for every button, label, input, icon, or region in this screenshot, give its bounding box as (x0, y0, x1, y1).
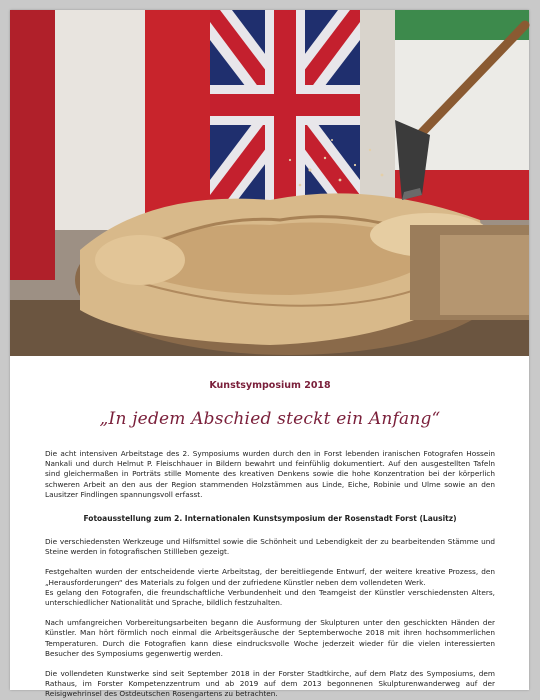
document-heading: Kunstsymposium 2018 (209, 380, 331, 391)
team-spirit-text: Es gelang den Fotografen, die freundschaftliche Verbundenheit und den Teamgeist der Künstler verschiedensten Alters, unterschiedlicher Nationalität und Sprache, bildlich festzuhalten. (45, 587, 495, 608)
red-flag-left (10, 10, 55, 280)
red-flag (145, 10, 210, 220)
union-jack-flag (210, 10, 360, 210)
document-body (45, 356, 495, 700)
axe-wood-flags-image (10, 10, 529, 356)
motto-quote: „In jedem Abschied steckt ein Anfang“ (99, 409, 441, 429)
completed-works-paragraph: Die vollendeten Kunstwerke sind seit September 2018 in der Forster Stadtkirche, auf dem Platz des Symposiums, dem Rathaus, im Forster Kompetenzzentrum und ab 2019 auf dem 2013 begonnenen Skulpturenwanderweg auf der Reisigwehrinsel des Ostdeutschen Rosengartens zu betrachten. (45, 669, 495, 699)
intro-paragraph: Die acht intensiven Arbeitstage des 2. Symposiums wurden durch den in Forst lebenden iranischen Fotografen Hossein Nankali und durch Helmut P. Fleischhauer in Bildern bewahrt und feinfühlig dokumentiert. Auf den ausgestellten Tafeln sind gleichermaßen in Porträts stille Momente des kreativen Denkens sowie die hohe Konzentration bei der körperlich schweren Arbeit an den aus der Region stammenden Holzstämmen aus Linde, Eiche, Robinie und Ulme sowie an den Lausitzer Findlingen spannungsvoll erfasst. (45, 449, 495, 499)
fourth-day-text: Festgehalten wurden der entscheidende vierte Arbeitstag, der bereitliegende Entwurf, der weitere kreative Prozess, den „Herausforderungen“ des Materials zu folgen und der zufriedene Künstler neben dem vollendeten Werk. (45, 567, 495, 587)
tools-paragraph: Die verschiedensten Werkzeuge und Hilfsmittel sowie die Schönheit und Lebendigkeit der zu bearbeitenden Stämme und Steine werden in fotografischen Stillleben gezeigt. (45, 537, 495, 557)
document-page (10, 10, 529, 699)
preparation-paragraph: Nach umfangreichen Vorbereitungsarbeiten begann die Ausformung der Skulpturen unter den geschickten Händen der Künstler. Man hört förmlich noch einmal die Arbeitsgeräusche der Septemberwoche 2018 mit ihren hochsommerlichen Temperaturen. Durch die Fotografien kann diese eindrucksvolle Woche jederzeit wieder für die vielen interessierten Besucher des Symposiums gegenwertig werden. (45, 618, 495, 658)
exhibition-subheading: Fotoausstellung zum 2. Internationalen Kunstsymposium der Rosenstadt Forst (Lausitz) (83, 514, 457, 524)
fourth-day-paragraph (45, 567, 495, 608)
hero-photo (10, 10, 529, 356)
